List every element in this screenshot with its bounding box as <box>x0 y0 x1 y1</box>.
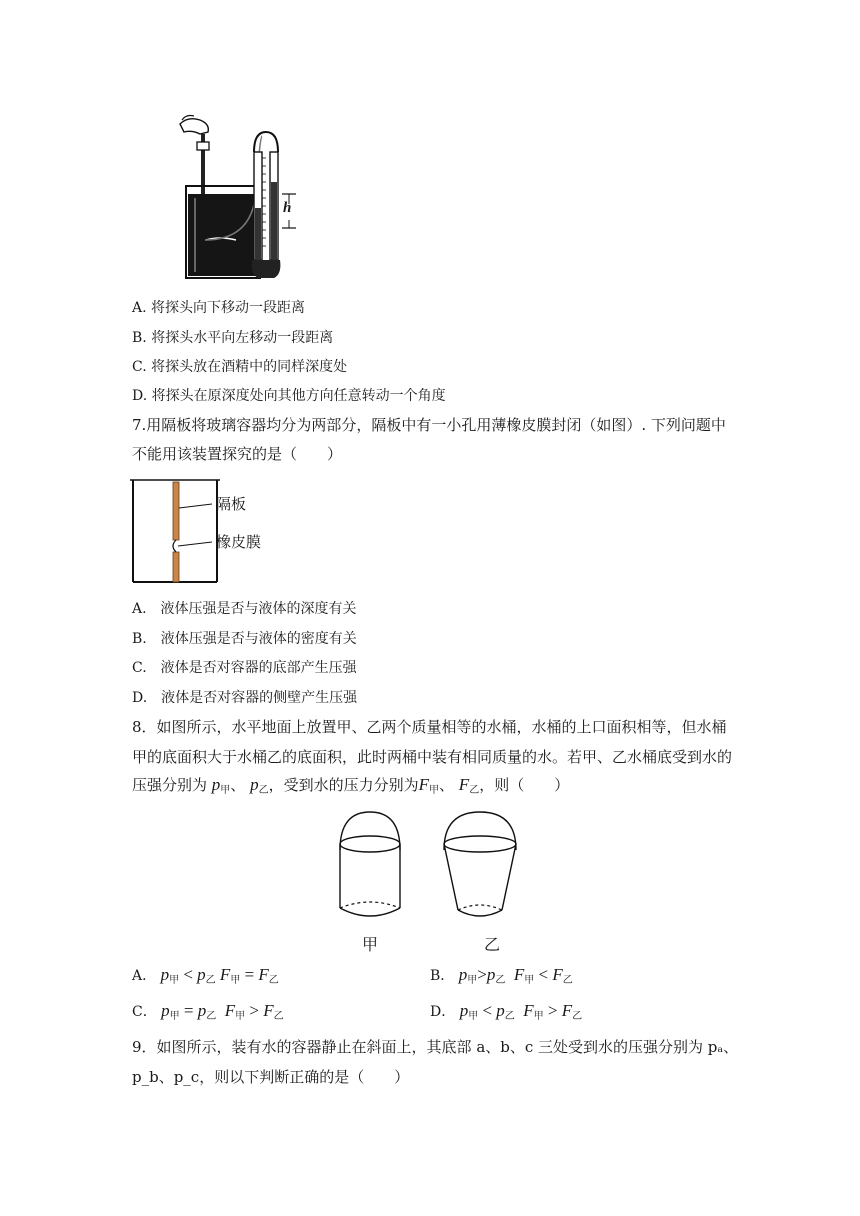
q8-option-b: B． $p_甲>p_乙$ $F_甲 < F_乙$ <box>430 965 573 986</box>
separator: 、 <box>230 776 246 794</box>
partition-container-figure <box>130 474 280 586</box>
membrane-label: 橡皮膜 <box>216 533 262 551</box>
option-letter: B． <box>430 968 455 984</box>
q7-option-a: A. 液体压强是否与液体的深度有关 <box>132 601 357 617</box>
q8-option-d: D． $p_甲 < p_乙$ $F_甲 > F_乙$ <box>430 1001 583 1022</box>
buckets-figure <box>332 808 532 924</box>
q6-option-a: A. 将探头向下移动一段距离 <box>132 300 306 316</box>
partition-label: 隔板 <box>216 495 247 513</box>
q9-stem-line1: 9．如图所示，装有水的容器静止在斜面上，其底部 a、b、c 三处受到水的压强分别为 pₐ、 <box>132 1038 739 1056</box>
q8-option-c: C． $p_甲 = p_乙$ $F_甲 > F_乙$ <box>132 1001 284 1022</box>
q7-option-b: B. 液体压强是否与液体的密度有关 <box>132 631 357 647</box>
q7-option-c: C. 液体是否对容器的底部产生压强 <box>132 660 357 676</box>
separator: 、 <box>439 776 455 794</box>
q8-stem-line3 <box>132 774 569 796</box>
q7-stem-line1: 7.用隔板将玻璃容器均分为两部分，隔板中有一小孔用薄橡皮膜封闭（如图）. 下列问题中 <box>132 416 726 434</box>
q8-option-a: A． $p_甲 < p_乙$ $F_甲 = F_乙$ <box>132 965 279 986</box>
option-letter: A． <box>132 968 157 984</box>
bucket-label-jia: 甲 <box>362 935 379 954</box>
symbol-p-yi: $p_乙$ <box>250 775 269 796</box>
q7-stem-line2: 不能用该装置探究的是（ ） <box>132 445 343 463</box>
q8-stem-line2: 甲的底面积大于水桶乙的底面积，此时两桶中装有相同质量的水。若甲、乙水桶底受到水的 <box>132 748 733 766</box>
q8-stem-line1: 8．如图所示，水平地面上放置甲、乙两个质量相等的水桶，水桶的上口面积相等，但水桶 <box>132 718 727 736</box>
q6-option-c: C. 将探头放在酒精中的同样深度处 <box>132 359 348 375</box>
q7-option-d: D. 液体是否对容器的侧壁产生压强 <box>132 690 358 706</box>
q9-stem-line2: p_b、p_c，则以下判断正确的是（ ） <box>132 1068 410 1086</box>
bucket-label-yi: 乙 <box>484 935 501 954</box>
height-label: h <box>283 200 292 216</box>
q8-text-a: 压强分别为 <box>132 776 208 794</box>
q6-option-d: D. 将探头在原深度处向其他方向任意转动一个角度 <box>132 388 446 404</box>
symbol-p-jia: $p_甲$ <box>211 775 231 796</box>
symbol-f-jia: $F_甲$ <box>418 775 439 796</box>
option-letter: D． <box>430 1004 456 1020</box>
option-letter: C． <box>132 1004 157 1020</box>
symbol-f-yi: $F_乙$ <box>458 775 480 796</box>
q6-option-b: B. 将探头水平向左移动一段距离 <box>132 330 334 346</box>
q8-text-b: ，受到水的压力分别为 <box>268 776 419 794</box>
q8-text-c: ，则（ ） <box>479 776 570 794</box>
pressure-gauge-figure <box>170 112 300 282</box>
